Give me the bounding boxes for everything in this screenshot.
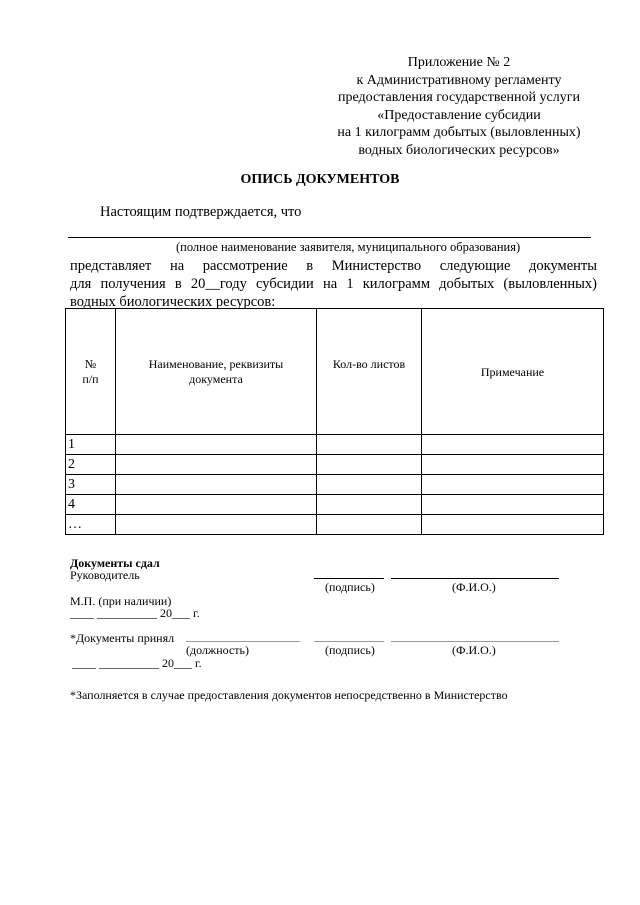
row-pages[interactable] [317,435,422,455]
col-header-note: Примечание [422,309,604,435]
row-number: … [66,515,116,535]
table-row [66,515,604,535]
row-note[interactable] [422,495,604,515]
body-line: водных биологических ресурсов: [70,294,276,310]
stamp-label: М.П. (при наличии) [70,594,172,608]
col-header-pages: Кол-во листов [317,309,422,435]
table-row [66,435,604,455]
table-row [66,455,604,475]
row-number: 2 [66,455,116,475]
head-fio-caption: (Ф.И.О.) [452,580,496,594]
annex-line: «Предоставление субсидии [377,107,541,123]
head-signature-line [314,578,384,579]
body-line: представляет на рассмотрение в Министерство следующие документы [70,258,597,274]
position-caption: (должность) [186,643,249,657]
row-pages[interactable] [317,495,422,515]
table-header-row [66,309,604,435]
documents-table [65,308,604,535]
handed-date-line: ____ __________ 20___ г. [70,606,200,620]
table-row [66,495,604,515]
row-document[interactable] [116,515,317,535]
annex-header [318,54,600,159]
col-header-document: Наименование, реквизиты документа [116,309,317,435]
annex-line: Приложение № 2 [407,55,511,70]
row-number: 4 [66,495,116,515]
row-note[interactable] [422,455,604,475]
footnote: *Заполняется в случае предоставления документов непосредственно в Министерство [70,688,508,702]
row-document[interactable] [116,435,317,455]
applicant-caption: (полное наименование заявителя, муниципального образования) [176,240,521,254]
received-date-line: ____ __________ 20___ г. [72,656,202,670]
applicant-name-line [68,237,591,238]
body-line: для получения в 20__году субсидии на 1 килограмм добытых (выловленных) [70,276,597,292]
received-fio-line [391,641,559,642]
intro-text: Настоящим подтверждается, что [100,204,302,220]
row-pages[interactable] [317,455,422,475]
row-document[interactable] [116,495,317,515]
document-title: ОПИСЬ ДОКУМЕНТОВ [240,172,400,187]
received-signature-caption: (подпись) [325,643,375,657]
row-document[interactable] [116,475,317,495]
annex-line: на 1 килограмм добытых (выловленных) [337,125,581,140]
row-pages[interactable] [317,475,422,495]
head-fio-line [391,578,559,579]
col-header-number: № п/п [66,309,116,435]
received-label: *Документы принял [70,631,175,645]
received-signature-line [314,641,384,642]
row-document[interactable] [116,455,317,475]
row-number: 3 [66,475,116,495]
handed-heading: Документы сдал [70,556,160,570]
annex-line: предоставления государственной услуги [338,90,580,105]
received-fio-caption: (Ф.И.О.) [452,643,496,657]
head-signature-caption: (подпись) [325,580,375,594]
row-note[interactable] [422,515,604,535]
annex-line: водных биологических ресурсов» [358,142,560,158]
position-line [186,641,300,642]
head-label: Руководитель [70,568,140,582]
row-note[interactable] [422,435,604,455]
row-pages[interactable] [317,515,422,535]
row-note[interactable] [422,475,604,495]
row-number: 1 [66,435,116,455]
annex-line: к Административному регламенту [356,72,562,88]
table-row [66,475,604,495]
